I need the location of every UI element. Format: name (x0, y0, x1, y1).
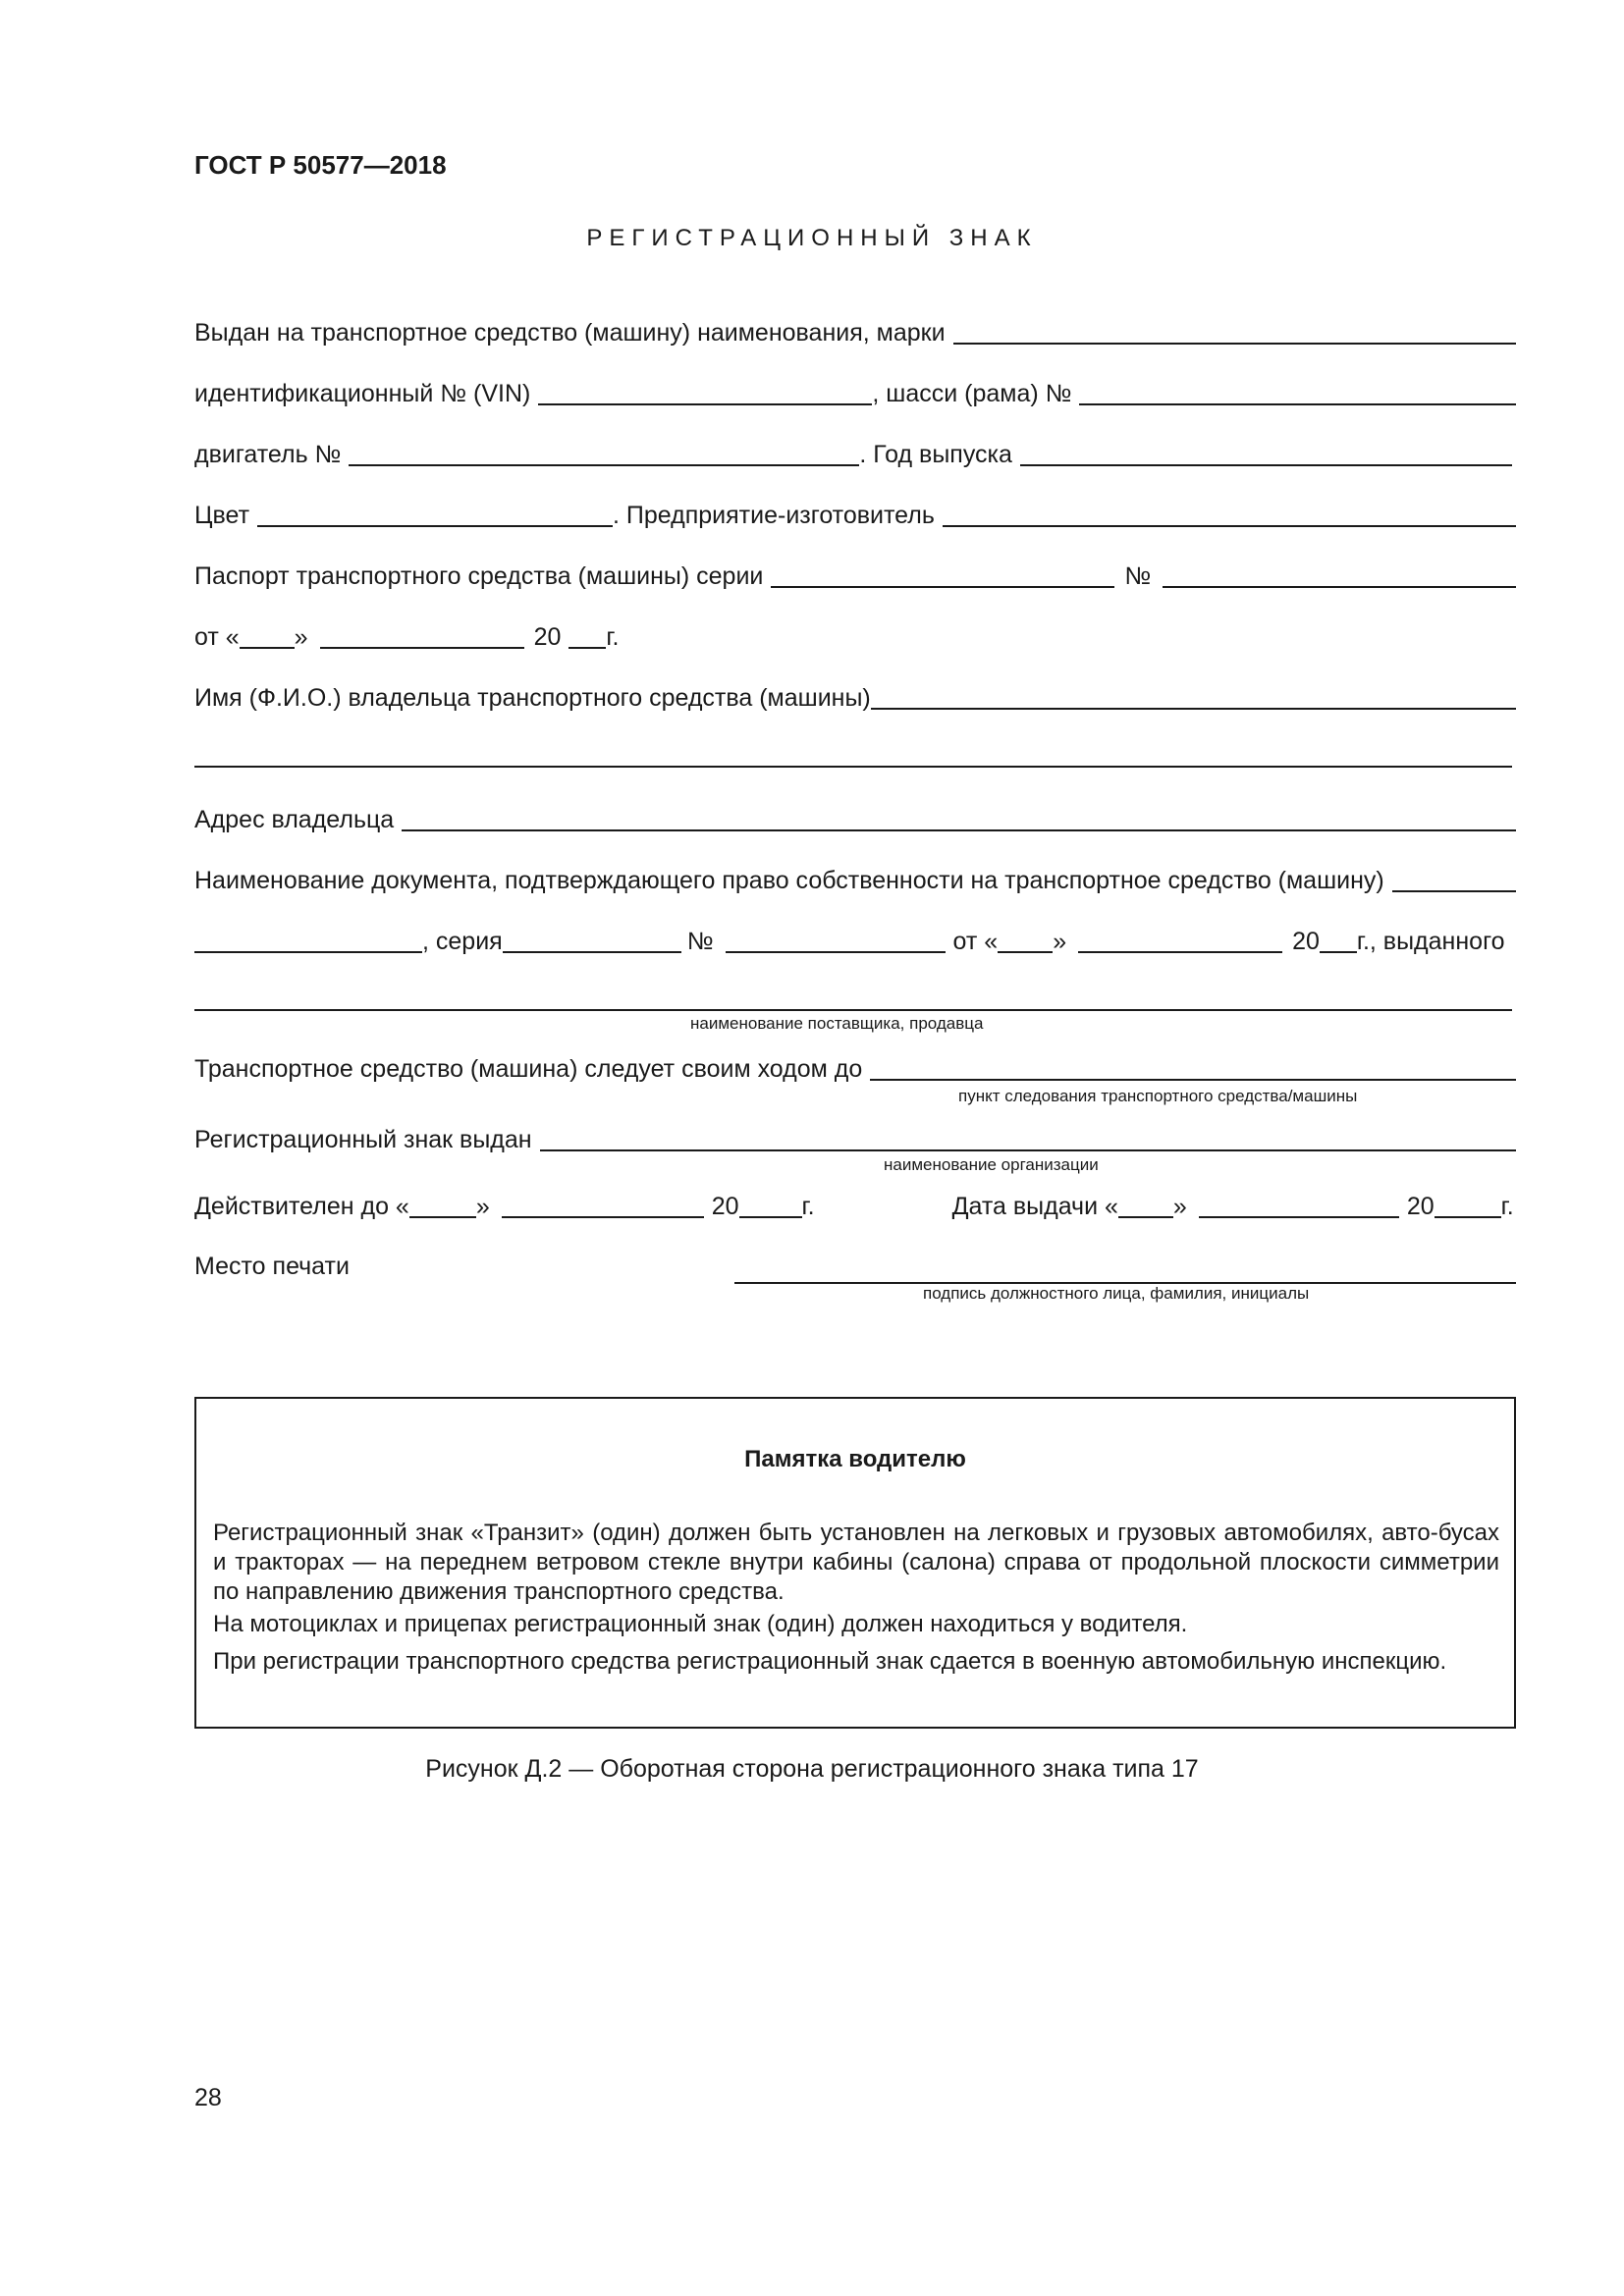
row-sign-issued (194, 1123, 1516, 1154)
field-signature[interactable] (734, 1253, 1516, 1284)
caption-signature: подпись должностного лица, фамилия, инициалы (923, 1284, 1310, 1303)
field-valid-year[interactable] (739, 1191, 802, 1218)
field-manufacturer[interactable] (943, 500, 1516, 527)
field-supplier[interactable] (194, 1009, 1512, 1011)
label-travel: Транспортное средство (машина) следует своим ходом до (194, 1055, 863, 1083)
label-issue-quote-close: » (1172, 1193, 1187, 1220)
row-address (194, 803, 1516, 834)
field-doc-year[interactable] (1320, 926, 1357, 953)
field-valid-day[interactable] (409, 1191, 476, 1218)
field-valid-month[interactable] (502, 1191, 704, 1218)
memo-title: Памятка водителю (744, 1446, 966, 1472)
label-owner: Имя (Ф.И.О.) владельца транспортного средства (машины) (194, 684, 871, 712)
label-engine: двигатель № (194, 441, 342, 468)
field-passport-series[interactable] (771, 561, 1114, 588)
field-destination[interactable] (870, 1053, 1516, 1081)
field-issue-day[interactable] (1118, 1191, 1173, 1218)
label-issue-date: Дата выдачи « (951, 1193, 1118, 1220)
row-passport (194, 560, 1516, 591)
label-seal-place: Место печати (194, 1253, 350, 1280)
field-month[interactable] (320, 621, 524, 649)
label-valid-quote-close: » (475, 1193, 490, 1220)
caption-org: наименование организации (884, 1155, 1099, 1174)
label-ownership-doc: Наименование документа, подтверждающего право собственности на транспортное средство (машину) (194, 867, 1384, 894)
field-vin[interactable] (538, 378, 872, 405)
row-ownership-doc (194, 864, 1516, 895)
field-day[interactable] (240, 621, 295, 649)
label-issue-twenty: 20 (1406, 1193, 1435, 1220)
label-address: Адрес владельца (194, 806, 395, 833)
label-chassis: , шасси (рама) № (872, 380, 1072, 407)
row-vin (194, 377, 1516, 408)
row-travel (194, 1052, 1516, 1084)
label-quote-close: » (294, 623, 308, 651)
label-year-abbr: г. (606, 623, 620, 651)
field-doc-day[interactable] (998, 926, 1053, 953)
label-color: Цвет (194, 502, 250, 529)
memo-paragraph-1: Регистрационный знак «Транзит» (один) должен быть установлен на легковых и грузовых автомобилях, авто-бусах и тракторах — на переднем ветровом стекле внутри кабины (салона) справа от продольной плоскости симметрии по направлению движения транспортного средства. (213, 1520, 1499, 1605)
driver-memo-box (194, 1397, 1516, 1729)
row-engine (194, 438, 1516, 469)
label-twenty: 20 (533, 623, 562, 651)
field-passport-number[interactable] (1163, 561, 1516, 588)
document-header: ГОСТ Р 50577—2018 (194, 150, 447, 180)
field-owner[interactable] (871, 682, 1516, 710)
label-issue-year-abbr: г. (1500, 1193, 1514, 1220)
field-make[interactable] (953, 317, 1516, 345)
memo-paragraph-3: При регистрации транспортного средства регистрационный знак сдается в военную автомобильную инспекцию. (213, 1648, 1447, 1675)
field-issuing-org[interactable] (540, 1124, 1516, 1151)
label-passport: Паспорт транспортного средства (машины) серии (194, 562, 764, 590)
label-issued-to: Выдан на транспортное средство (машину) наименования, марки (194, 319, 946, 347)
form-title: РЕГИСТРАЦИОННЫЙ ЗНАК (586, 225, 1038, 251)
label-manufacturer: . Предприятие-изготовитель (613, 502, 935, 529)
field-engine[interactable] (349, 439, 859, 466)
field-year-suffix[interactable] (568, 621, 606, 649)
label-issued-by: г., выданного (1356, 928, 1505, 955)
field-year[interactable] (1020, 439, 1512, 466)
label-doc-quote-close: » (1053, 928, 1067, 955)
field-doc-month[interactable] (1078, 926, 1282, 953)
page-number: 28 (194, 2084, 222, 2111)
figure-caption: Рисунок Д.2 — Оборотная сторона регистрационного знака типа 17 (425, 1755, 1199, 1783)
memo-paragraph-2: На мотоциклах и прицепах регистрационный знак (один) должен находиться у водителя. (213, 1611, 1188, 1637)
field-issue-month[interactable] (1199, 1191, 1399, 1218)
label-ot: от « (952, 928, 999, 955)
field-doc-series[interactable] (503, 926, 681, 953)
field-address[interactable] (402, 804, 1516, 831)
label-date-from: от « (194, 623, 240, 651)
label-doc-twenty: 20 (1292, 928, 1320, 955)
row-validity (194, 1190, 1516, 1221)
field-chassis[interactable] (1079, 378, 1516, 405)
caption-supplier: наименование поставщика, продавца (690, 1014, 984, 1033)
label-valid-until: Действителен до « (194, 1193, 409, 1220)
row-passport-date (194, 620, 1516, 652)
field-doc-name[interactable] (194, 926, 422, 953)
field-owner-line2[interactable] (194, 766, 1512, 768)
field-ownership-doc[interactable] (1392, 865, 1516, 892)
caption-destination: пункт следования транспортного средства/машины (958, 1087, 1358, 1105)
field-doc-number[interactable] (726, 926, 946, 953)
label-valid-year-abbr: г. (801, 1193, 815, 1220)
label-series: , серия (422, 928, 503, 955)
row-color (194, 499, 1516, 530)
row-ownership-details (194, 925, 1516, 956)
label-valid-twenty: 20 (711, 1193, 739, 1220)
field-issue-year[interactable] (1435, 1191, 1501, 1218)
label-year: . Год выпуска (859, 441, 1012, 468)
field-color[interactable] (257, 500, 613, 527)
label-doc-number: № (686, 928, 714, 955)
row-issued-to (194, 316, 1516, 347)
row-owner (194, 681, 1516, 713)
label-passport-number: № (1124, 562, 1152, 590)
label-sign-issued: Регистрационный знак выдан (194, 1126, 532, 1153)
label-vin: идентификационный № (VIN) (194, 380, 531, 407)
